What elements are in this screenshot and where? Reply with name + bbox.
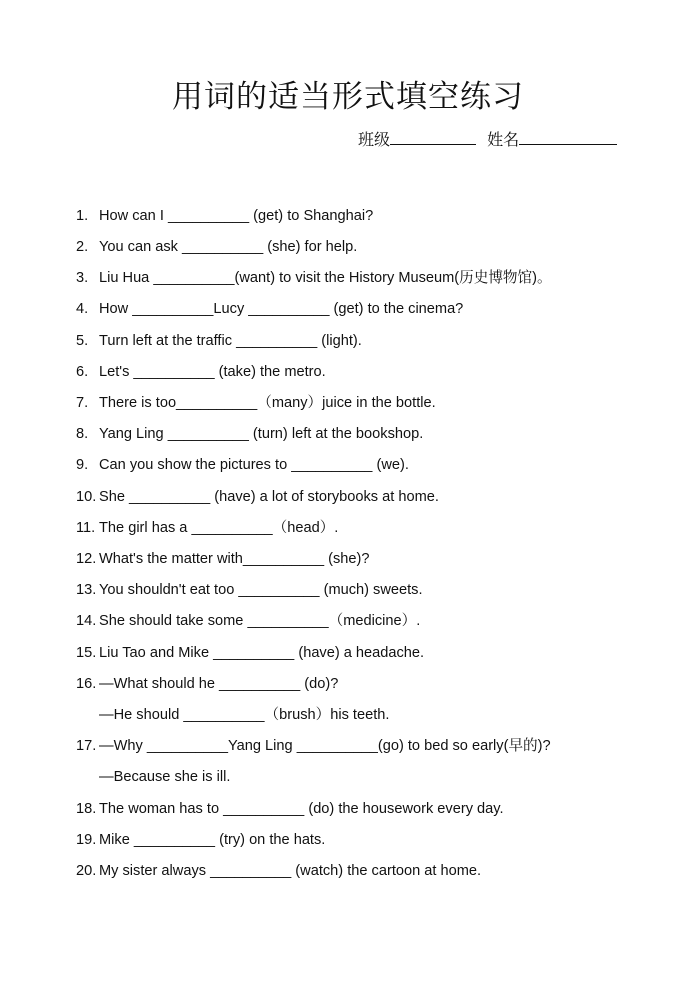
- question-number: 20.: [76, 863, 97, 879]
- question-item: [76, 830, 325, 850]
- question-text: My sister always __________ (watch) the cartoon at home.: [99, 863, 482, 879]
- question-number: 11.: [76, 520, 96, 536]
- page-title: 用词的适当形式填空练习: [172, 79, 524, 115]
- question-item: [76, 580, 423, 600]
- question-item: [76, 861, 481, 881]
- question-item: [76, 362, 326, 382]
- question-text: The girl has a __________（head）.: [99, 520, 339, 536]
- question-item: [76, 799, 504, 819]
- question-text: Liu Hua __________(want) to visit the History Museum(历史博物馆)。: [99, 270, 552, 286]
- question-number: 13.: [76, 582, 97, 598]
- question-item: [76, 331, 362, 351]
- name-blank: [519, 126, 617, 145]
- question-text: She should take some __________（medicine）.: [99, 613, 421, 629]
- question-number: 6.: [76, 364, 89, 380]
- question-number: 8.: [76, 426, 89, 442]
- question-text: How can I __________ (get) to Shanghai?: [99, 208, 374, 224]
- question-item: [76, 643, 424, 663]
- question-text: —Why __________Yang Ling __________(go) to bed so early(早的)?: [99, 738, 551, 754]
- question-number: 19.: [76, 832, 97, 848]
- question-number: 3.: [76, 270, 89, 286]
- question-text: Can you show the pictures to __________ (we).: [99, 457, 409, 473]
- question-text: Mike __________ (try) on the hats.: [99, 832, 326, 848]
- question-continuation: —Because she is ill.: [99, 769, 231, 785]
- question-item: [76, 299, 463, 319]
- question-item: [76, 424, 423, 444]
- question-number: 10.: [76, 489, 97, 505]
- question-item: [76, 206, 373, 226]
- question-item: [76, 237, 357, 257]
- question-item: [76, 736, 551, 756]
- question-text: —What should he __________ (do)?: [99, 676, 339, 692]
- class-blank: [390, 126, 476, 145]
- question-number: 5.: [76, 333, 89, 349]
- question-number: 1.: [76, 208, 89, 224]
- question-text: You can ask __________ (she) for help.: [99, 239, 358, 255]
- question-item: [76, 455, 409, 475]
- question-item: [76, 674, 338, 694]
- question-number: 18.: [76, 801, 97, 817]
- question-text: You shouldn't eat too __________ (much) sweets.: [99, 582, 423, 598]
- question-item: [76, 268, 552, 288]
- question-text: She __________ (have) a lot of storybooks at home.: [99, 489, 439, 505]
- question-item: [76, 393, 436, 413]
- class-label: 班级: [358, 130, 391, 149]
- question-item: [76, 611, 420, 631]
- question-number: 12.: [76, 551, 97, 567]
- question-item: [76, 487, 439, 507]
- question-number: 7.: [76, 395, 89, 411]
- question-number: 4.: [76, 301, 89, 317]
- question-text: Liu Tao and Mike __________ (have) a headache.: [99, 645, 425, 661]
- question-text: Yang Ling __________ (turn) left at the bookshop.: [99, 426, 424, 442]
- question-number: 15.: [76, 645, 97, 661]
- question-number: 14.: [76, 613, 97, 629]
- question-text: Let's __________ (take) the metro.: [99, 364, 326, 380]
- question-number: 17.: [76, 738, 97, 754]
- question-text: The woman has to __________ (do) the housework every day.: [99, 801, 504, 817]
- question-number: 2.: [76, 239, 89, 255]
- question-text: What's the matter with__________ (she)?: [99, 551, 370, 567]
- question-number: 16.: [76, 676, 97, 692]
- name-label: 姓名: [487, 130, 520, 149]
- student-info: [358, 126, 617, 153]
- question-item: [76, 549, 370, 569]
- question-text: There is too__________（many）juice in the bottle.: [99, 395, 436, 411]
- question-text: Turn left at the traffic __________ (light).: [99, 333, 362, 349]
- question-item: [76, 518, 338, 538]
- question-continuation: —He should __________（brush）his teeth.: [99, 707, 390, 723]
- question-number: 9.: [76, 457, 89, 473]
- question-text: How __________Lucy __________ (get) to the cinema?: [99, 301, 464, 317]
